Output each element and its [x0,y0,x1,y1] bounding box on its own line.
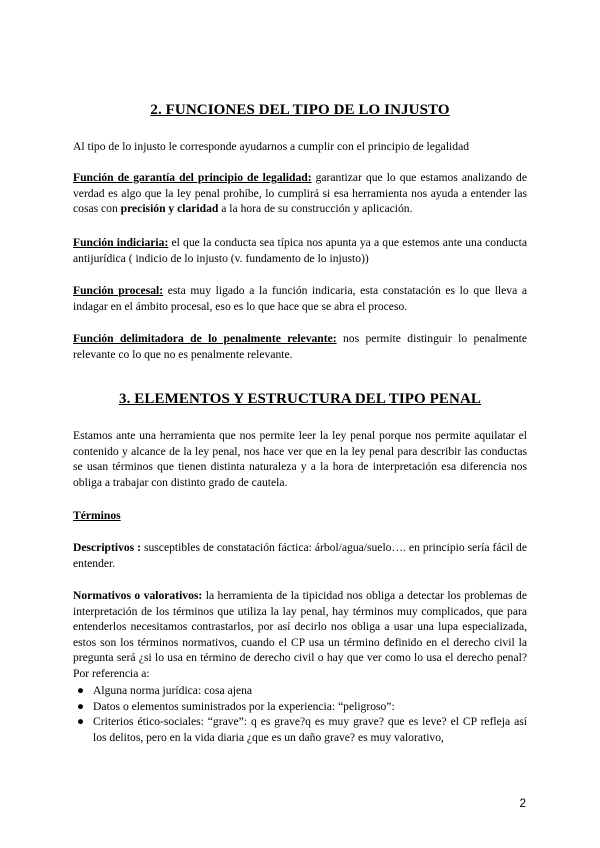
term-funcion-delimitadora: Función delimitadora de lo penalmente relevante: [73,332,337,345]
section-2-intro: Al tipo de lo injusto le corresponde ayudarnos a cumplir con el principio de legalidad [73,140,470,153]
bullet-icon: ● [77,684,85,697]
bullet-icon: ● [77,715,85,728]
paragraph-funcion-delimitadora: Función delimitadora de lo penalmente relevante: nos permite distinguir lo penalmente relevante co lo que no es penalmente relevante. [73,332,527,361]
paragraph-descriptivos: Descriptivos : susceptibles de constatación fáctica: árbol/agua/suelo…. en principio sería fácil de entender. [73,541,527,570]
section-3-intro: Estamos ante una herramienta que nos permite leer la ley penal porque nos permite aquilatar el contenido y alcance de la ley penal, nos hace ver que en la ley penal para describir las conductas se usan términos que tienen distinta naturaleza y a la hora de interpretación esa diferencia nos obliga a trabajar con distinto grado de cautela. [73,429,527,489]
term-funcion-indiciaria: Función indiciaria: [73,236,169,249]
paragraph-funcion-procesal: Función procesal: esta muy ligado a la función indicaria, esta constatación es lo que lleva a indagar en el ámbito procesal, eso es lo que hace que se abra el proceso. [73,284,527,313]
paragraph-normativos: Normativos o valorativos: la herramienta de la tipicidad nos obliga a detectar los problemas de interpretación de los términos que utiliza la lay penal, hay términos muy complicados, que para entenderlos necesitamos contrastarlos, por así decirlo nos obliga a usar una lupa especializada, estos son los términos normativos, cuando el CP usa un término definido en el derecho civil la pregunta será ¿si lo usa en término de derecho civil o hay que ver como lo usa el derecho penal? Por referencia a: [73,589,527,680]
paragraph-funcion-indiciaria: Función indiciaria: el que la conducta sea típica nos apunta ya a que estemos ante una conducta antijurídica ( indicio de lo injusto (v. fundamento de lo injusto)) [73,236,528,265]
bullet-icon: ● [77,699,85,713]
criteria-list [73,683,527,745]
list-item: ● Datos o elementos suministrados por la experiencia: “peligroso”: [77,699,395,713]
list-item: ● Alguna norma jurídica: cosa ajena [77,684,253,697]
section-2-title: 2. FUNCIONES DEL TIPO DE LO INJUSTO [150,102,450,118]
term-funcion-garantia: Función de garantía del principio de legalidad: [73,171,312,184]
page-number: 2 [519,797,526,810]
term-funcion-procesal: Función procesal: [73,284,164,297]
emph-precision-claridad: precisión y claridad [120,202,219,215]
term-descriptivos: Descriptivos : [73,541,142,554]
list-item: ● Criterios ético-sociales: “grave”: q es grave?q es muy grave? que es leve? el CP refleja así los delitos, pero en la vida diaria ¿que es un daño grave? es muy valorativo, [77,715,527,744]
section-3-title: 3. ELEMENTOS Y ESTRUCTURA DEL TIPO PENAL [118,391,481,407]
terminos-heading: Términos [73,509,121,522]
paragraph-funcion-garantia: Función de garantía del principio de legalidad: garantizar que lo que estamos analizando de verdad es algo que la ley penal prohíbe, lo cumplirá si esa herramienta nos ayuda a entender las cosas con precisión y claridad a la hora de su construcción y aplicación. [73,171,527,215]
term-normativos: Normativos o valorativos: [73,589,203,602]
